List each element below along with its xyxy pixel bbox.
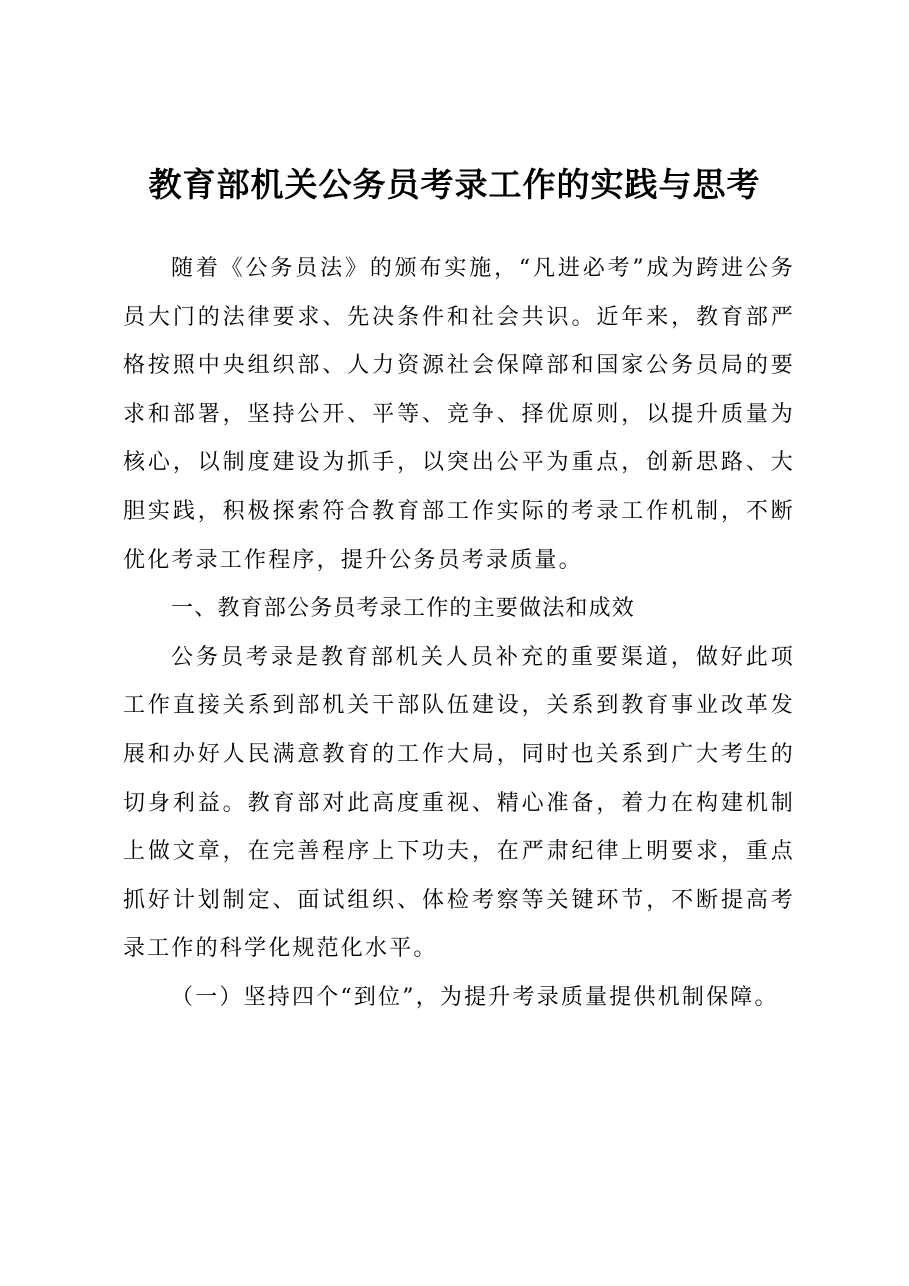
section-heading: 一、教育部公务员考录工作的主要做法和成效 [171, 596, 636, 622]
section-paragraph: 公务员考录是教育部机关人员补充的重要渠道，做好此项工作直接关系到部机关干部队伍建设，关系到教育事业改革发展和办好人民满意教育的工作大局，同时也关系到广大考生的切身利益。教育部对此高度重视、精心准备，着力在构建机制上做文章，在完善程序上下功夫，在严肃纪律上明要求，重点抓好计划制定、面试组织、体检考察等关键环节，不断提高考录工作的科学化规范化水平。 [123, 644, 795, 962]
subsection-heading: （一）坚持四个“到位”，为提升考录质量提供机制保障。 [171, 984, 779, 1010]
intro-paragraph: 随着《公务员法》的颁布实施，“凡进必考”成为跨进公务员大门的法律要求、先决条件和社会共识。近年来，教育部严格按照中央组织部、人力资源社会保障部和国家公务员局的要求和部署，坚持公开、平等、竞争、择优原则，以提升质量为核心，以制度建设为抓手，以突出公平为重点，创新思路、大胆实践，积极探索符合教育部工作实际的考录工作机制，不断优化考录工作程序，提升公务员考录质量。 [123, 256, 795, 573]
document-title: 教育部机关公务员考录工作的实践与思考 [148, 165, 761, 204]
document-body [123, 245, 795, 1023]
